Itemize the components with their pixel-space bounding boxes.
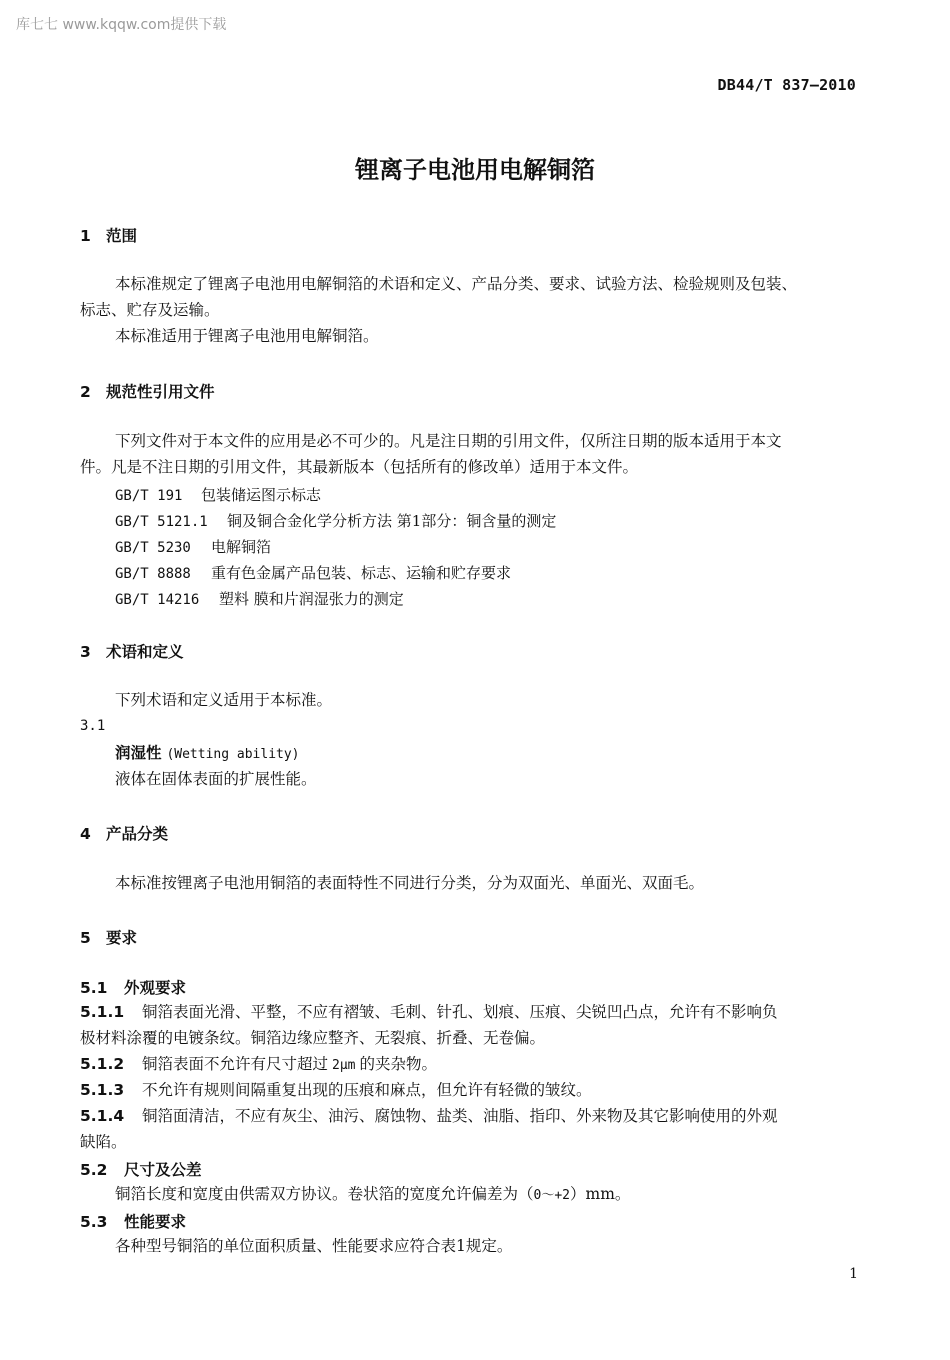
section-1-heading bbox=[80, 224, 137, 246]
reference-title: 电解铜箔 bbox=[211, 538, 272, 556]
subsection-5-1-heading bbox=[80, 976, 186, 998]
reference-title: 重有色金属产品包装、标志、运输和贮存要求 bbox=[211, 564, 512, 582]
paragraph-line: 缺陷。 bbox=[80, 1133, 127, 1151]
section-number: 5 bbox=[80, 929, 91, 947]
paragraph-line: 下列术语和定义适用于本标准。 bbox=[115, 691, 333, 709]
section-title: 术语和定义 bbox=[106, 643, 184, 661]
subsection-5-3-heading bbox=[80, 1210, 186, 1232]
clause-5-1-3 bbox=[80, 1077, 592, 1103]
clause-number: 5.1.1 bbox=[80, 1003, 125, 1021]
section-number: 4 bbox=[80, 825, 91, 843]
clause-text: 的夹杂物。 bbox=[359, 1055, 438, 1073]
reference-code: GB/T 14216 bbox=[115, 592, 200, 608]
clause-5-1-2 bbox=[80, 1051, 437, 1079]
section-5-heading bbox=[80, 926, 137, 948]
clause-number: 3.1 bbox=[80, 718, 106, 734]
section-title: 要求 bbox=[106, 929, 138, 947]
paragraph-line: 标志、贮存及运输。 bbox=[80, 301, 220, 319]
section-4-heading bbox=[80, 822, 168, 844]
reference-item bbox=[115, 562, 511, 583]
paragraph-line: 铜箔面清洁，不应有灰尘、油污、腐蚀物、盐类、油脂、指印、外来物及其它影响使用的外观 bbox=[142, 1107, 778, 1125]
reference-title: 铜及铜合金化学分析方法 第1部分：铜含量的测定 bbox=[227, 512, 557, 530]
term: 润湿性 bbox=[115, 744, 162, 762]
reference-code: GB/T 8888 bbox=[115, 566, 191, 582]
clause-5-1-1 bbox=[80, 999, 778, 1025]
subsection-5-2-heading bbox=[80, 1158, 202, 1180]
dimension-value: 2μm bbox=[332, 1058, 356, 1073]
reference-item bbox=[115, 484, 321, 505]
term-english: (Wetting ability) bbox=[166, 747, 300, 762]
paragraph-line: 铜箔表面光滑、平整，不应有褶皱、毛刺、针孔、划痕、压痕、尖锐凹凸点，允许有不影响负 bbox=[142, 1003, 778, 1021]
reference-code: GB/T 191 bbox=[115, 488, 183, 504]
paragraph-line: 本标准按锂离子电池用铜箔的表面特性不同进行分类，分为双面光、单面光、双面毛。 bbox=[115, 874, 705, 892]
document-title: 锂离子电池用电解铜箔 bbox=[355, 156, 595, 184]
section-number: 2 bbox=[80, 383, 91, 401]
term-line bbox=[115, 740, 300, 768]
clause-number: 5.2 bbox=[80, 1161, 108, 1179]
tolerance-value: 0～+2 bbox=[533, 1188, 570, 1203]
section-number: 1 bbox=[80, 227, 91, 245]
clause-text: 铜箔长度和宽度由供需双方协议。卷状箔的宽度允许偏差为（ bbox=[115, 1185, 534, 1203]
reference-code: GB/T 5230 bbox=[115, 540, 191, 556]
paragraph-line: 极材料涂覆的电镀条纹。铜箔边缘应整齐、无裂痕、折叠、无卷偏。 bbox=[80, 1029, 546, 1047]
clause-number: 5.3 bbox=[80, 1213, 108, 1231]
paragraph-line: 本标准规定了锂离子电池用电解铜箔的术语和定义、产品分类、要求、试验方法、检验规则及包装、 bbox=[115, 275, 798, 293]
term-definition: 液体在固体表面的扩展性能。 bbox=[115, 770, 317, 788]
reference-item bbox=[115, 536, 271, 557]
paragraph-line: 件。凡是不注日期的引用文件，其最新版本（包括所有的修改单）适用于本文件。 bbox=[80, 458, 639, 476]
clause-text: 不允许有规则间隔重复出现的压痕和麻点，但允许有轻微的皱纹。 bbox=[142, 1081, 592, 1099]
clause-number: 5.1.4 bbox=[80, 1107, 125, 1125]
page-number: 1 bbox=[849, 1266, 858, 1282]
paragraph-line: 各种型号铜箔的单位面积质量、性能要求应符合表1规定。 bbox=[115, 1237, 513, 1255]
paragraph-line: 本标准适用于锂离子电池用电解铜箔。 bbox=[115, 327, 379, 345]
section-2-heading bbox=[80, 380, 215, 402]
watermark-text: 库七七 www.kqqw.com提供下载 bbox=[16, 17, 227, 33]
section-3-heading bbox=[80, 640, 184, 662]
clause-number: 5.1 bbox=[80, 979, 108, 997]
reference-title: 塑料 膜和片润湿张力的测定 bbox=[219, 590, 404, 608]
clause-number: 5.1.2 bbox=[80, 1055, 125, 1073]
clause-5-1-4 bbox=[80, 1103, 778, 1129]
clause-title: 外观要求 bbox=[124, 979, 187, 997]
clause-title: 性能要求 bbox=[124, 1213, 187, 1231]
section-title: 产品分类 bbox=[106, 825, 169, 843]
reference-code: GB/T 5121.1 bbox=[115, 514, 208, 530]
paragraph-line bbox=[115, 1181, 630, 1209]
reference-title: 包装储运图示标志 bbox=[201, 486, 322, 504]
clause-title: 尺寸及公差 bbox=[124, 1161, 202, 1179]
reference-item bbox=[115, 588, 404, 609]
paragraph-line: 下列文件对于本文件的应用是必不可少的。凡是注日期的引用文件，仅所注日期的版本适用于本文 bbox=[115, 432, 782, 450]
document-number: DB44/T 837—2010 bbox=[717, 76, 856, 94]
clause-number: 5.1.3 bbox=[80, 1081, 125, 1099]
section-title: 规范性引用文件 bbox=[106, 383, 215, 401]
section-number: 3 bbox=[80, 643, 91, 661]
clause-text: 铜箔表面不允许有尺寸超过 bbox=[142, 1055, 329, 1073]
reference-item bbox=[115, 510, 556, 531]
clause-text: ）mm。 bbox=[570, 1185, 631, 1203]
section-title: 范围 bbox=[106, 227, 138, 245]
